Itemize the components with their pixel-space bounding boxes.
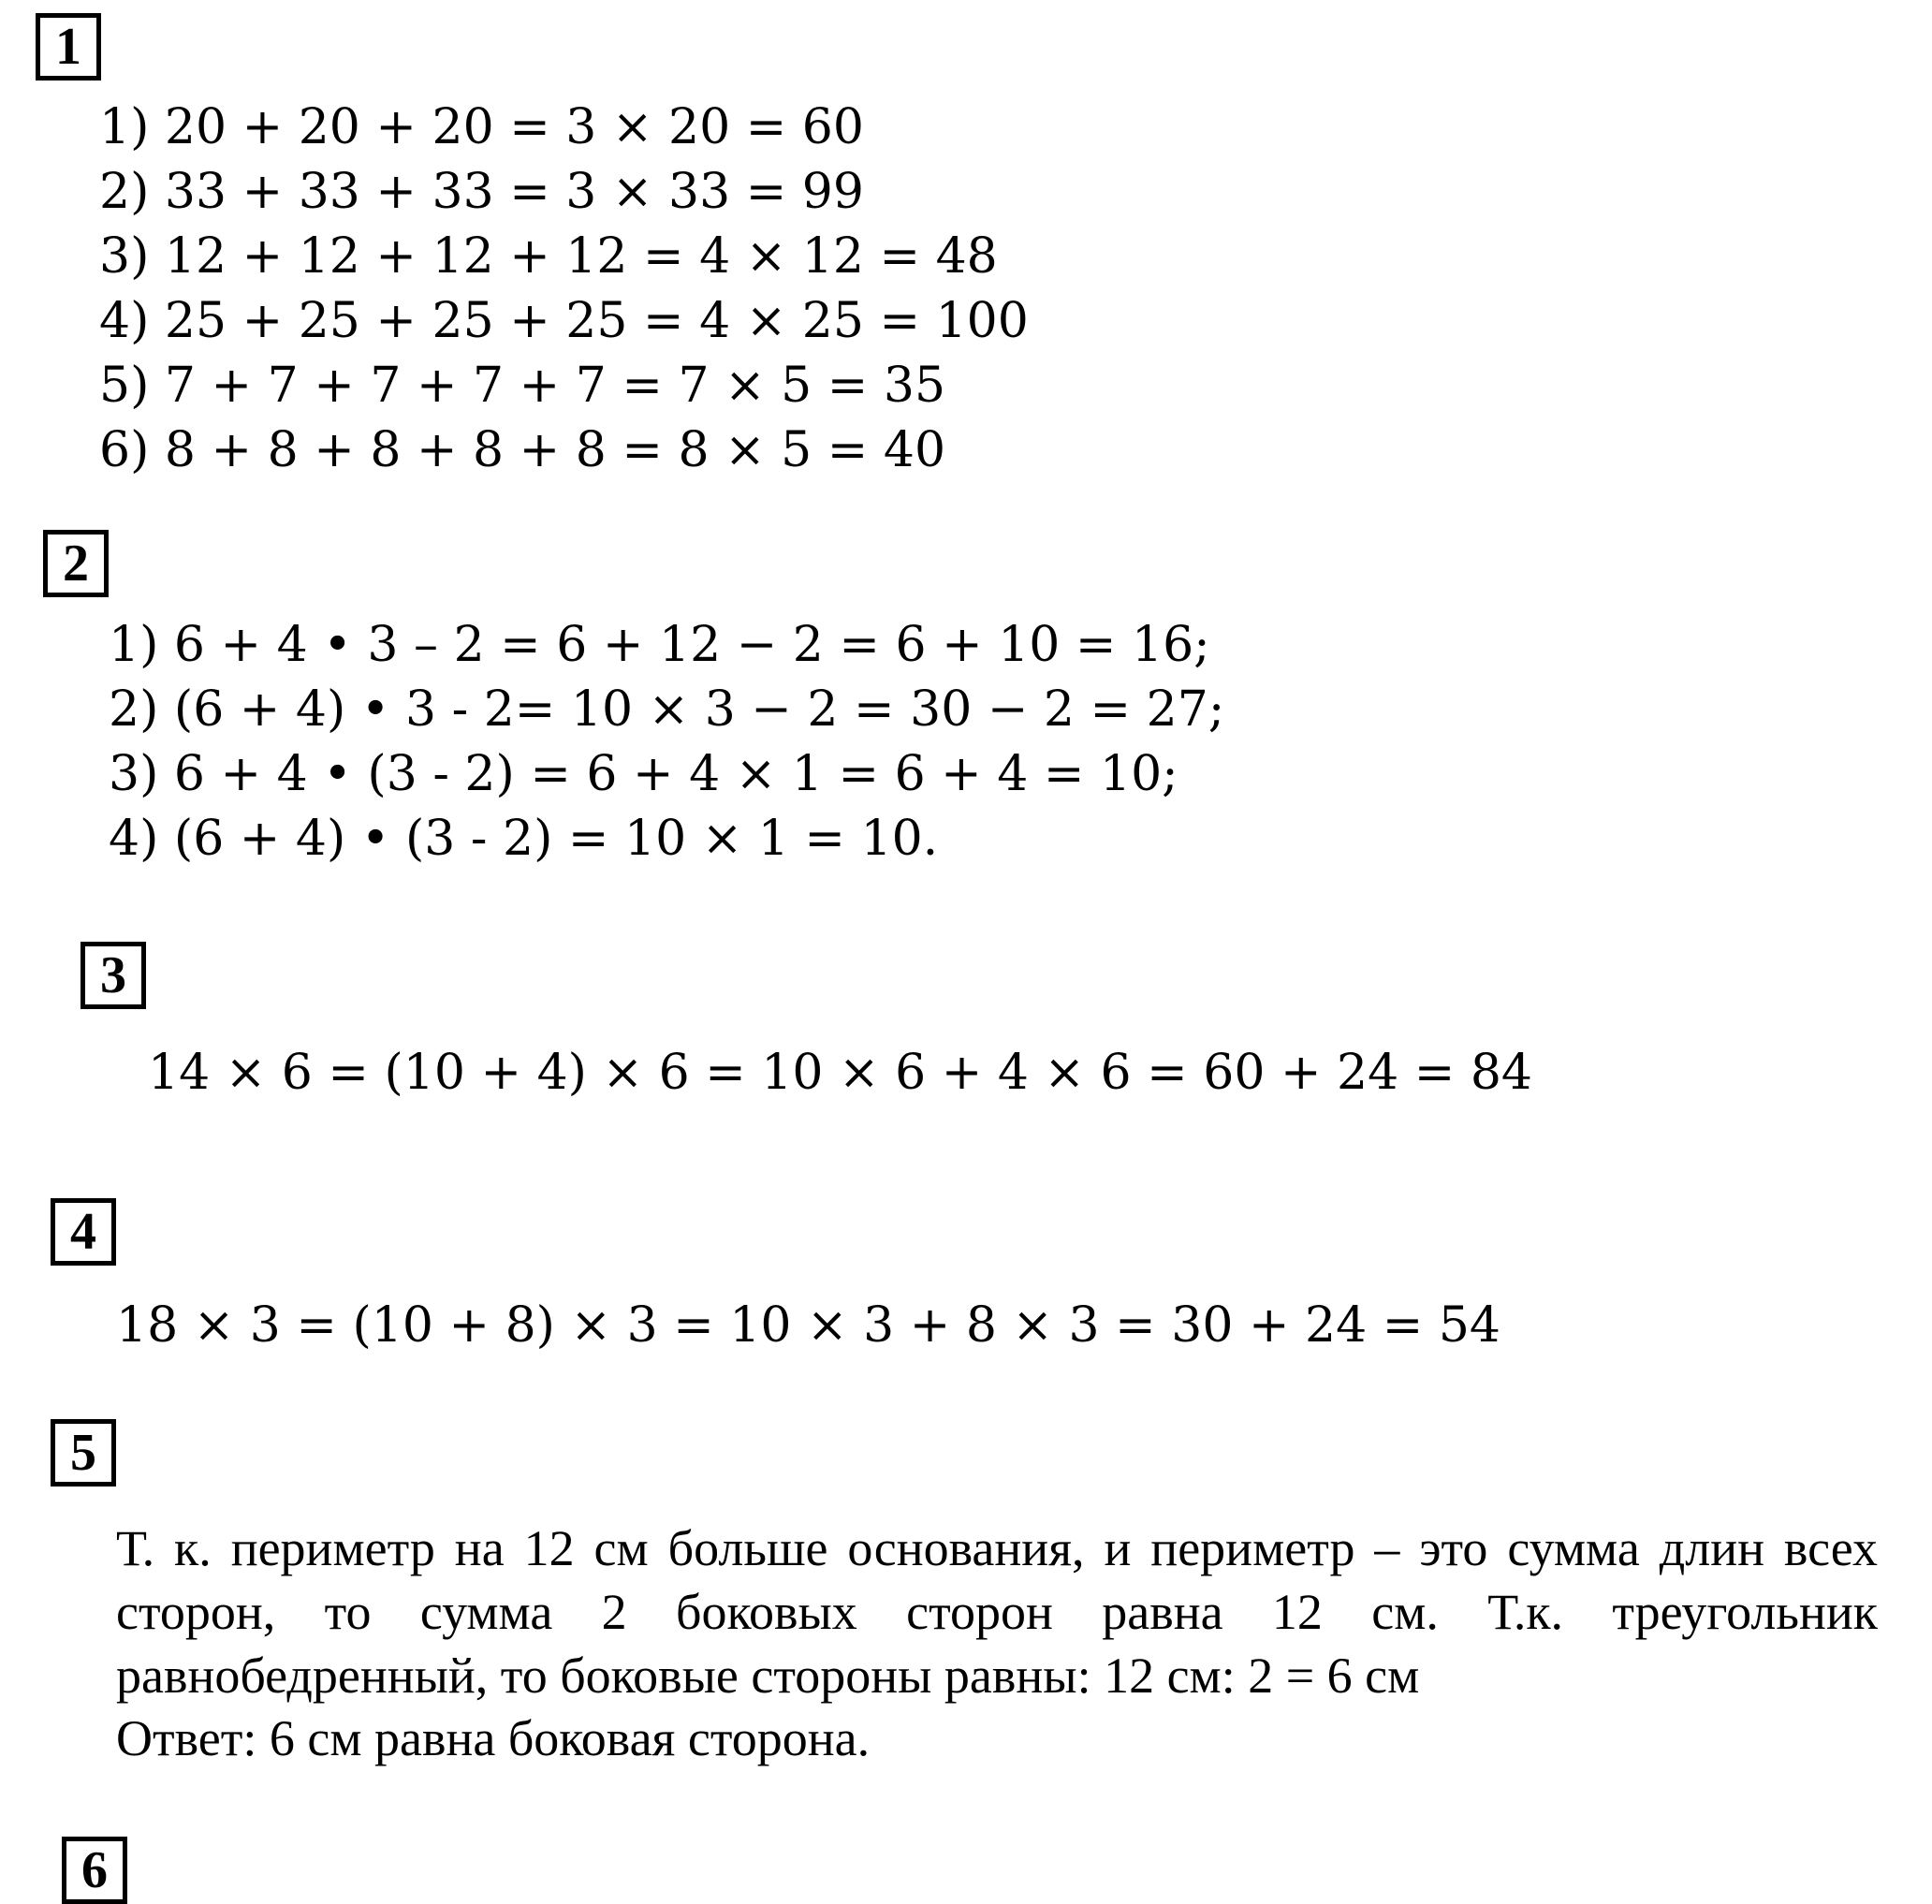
task-number-5: 5 — [51, 1419, 116, 1487]
task-1-line-3: 3) 12 + 12 + 12 + 12 = 4 × 12 = 48 — [99, 228, 998, 285]
task-number-6: 6 — [62, 1837, 127, 1904]
task-number-3: 3 — [80, 942, 146, 1009]
task-2-line-1: 1) 6 + 4 • 3 – 2 = 6 + 12 − 2 = 6 + 10 = 16; — [109, 617, 1210, 673]
task-1-line-4: 4) 25 + 25 + 25 + 25 = 4 × 25 = 100 — [99, 293, 1029, 349]
task-4-line-1: 18 × 3 = (10 + 8) × 3 = 10 × 3 + 8 × 3 = 30 + 24 = 54 — [116, 1297, 1501, 1354]
task-number-2: 2 — [43, 530, 109, 597]
task-2-line-4: 4) (6 + 4) • (3 - 2) = 10 × 1 = 10. — [109, 811, 939, 867]
task-1-line-2: 2) 33 + 33 + 33 = 3 × 33 = 99 — [99, 164, 864, 220]
task-5-paragraph: Т. к. периметр на 12 см больше основания, и периметр – это сумма длин всех сторон, то сумма 2 боковых сторон равна 12 см. Т.к. треугольник равнобедренный, то боковые стороны равны: 12 см: 2 = 6 см — [116, 1520, 1878, 1704]
task-3-line-1: 14 × 6 = (10 + 4) × 6 = 10 × 6 + 4 × 6 = 60 + 24 = 84 — [148, 1045, 1533, 1101]
task-number-1: 1 — [36, 13, 101, 81]
task-number-4: 4 — [51, 1198, 116, 1266]
task-1-line-1: 1) 20 + 20 + 20 = 3 × 20 = 60 — [99, 99, 864, 155]
task-2-line-3: 3) 6 + 4 • (3 - 2) = 6 + 4 × 1 = 6 + 4 = 10; — [109, 746, 1178, 802]
task-5-answer: Ответ: 6 см равна боковая сторона. — [116, 1710, 871, 1766]
task-1-line-6: 6) 8 + 8 + 8 + 8 + 8 = 8 × 5 = 40 — [99, 422, 946, 478]
task-1-line-5: 5) 7 + 7 + 7 + 7 + 7 = 7 × 5 = 35 — [99, 358, 946, 414]
task-2-line-2: 2) (6 + 4) • 3 - 2= 10 × 3 − 2 = 30 − 2 = 27; — [109, 681, 1225, 738]
